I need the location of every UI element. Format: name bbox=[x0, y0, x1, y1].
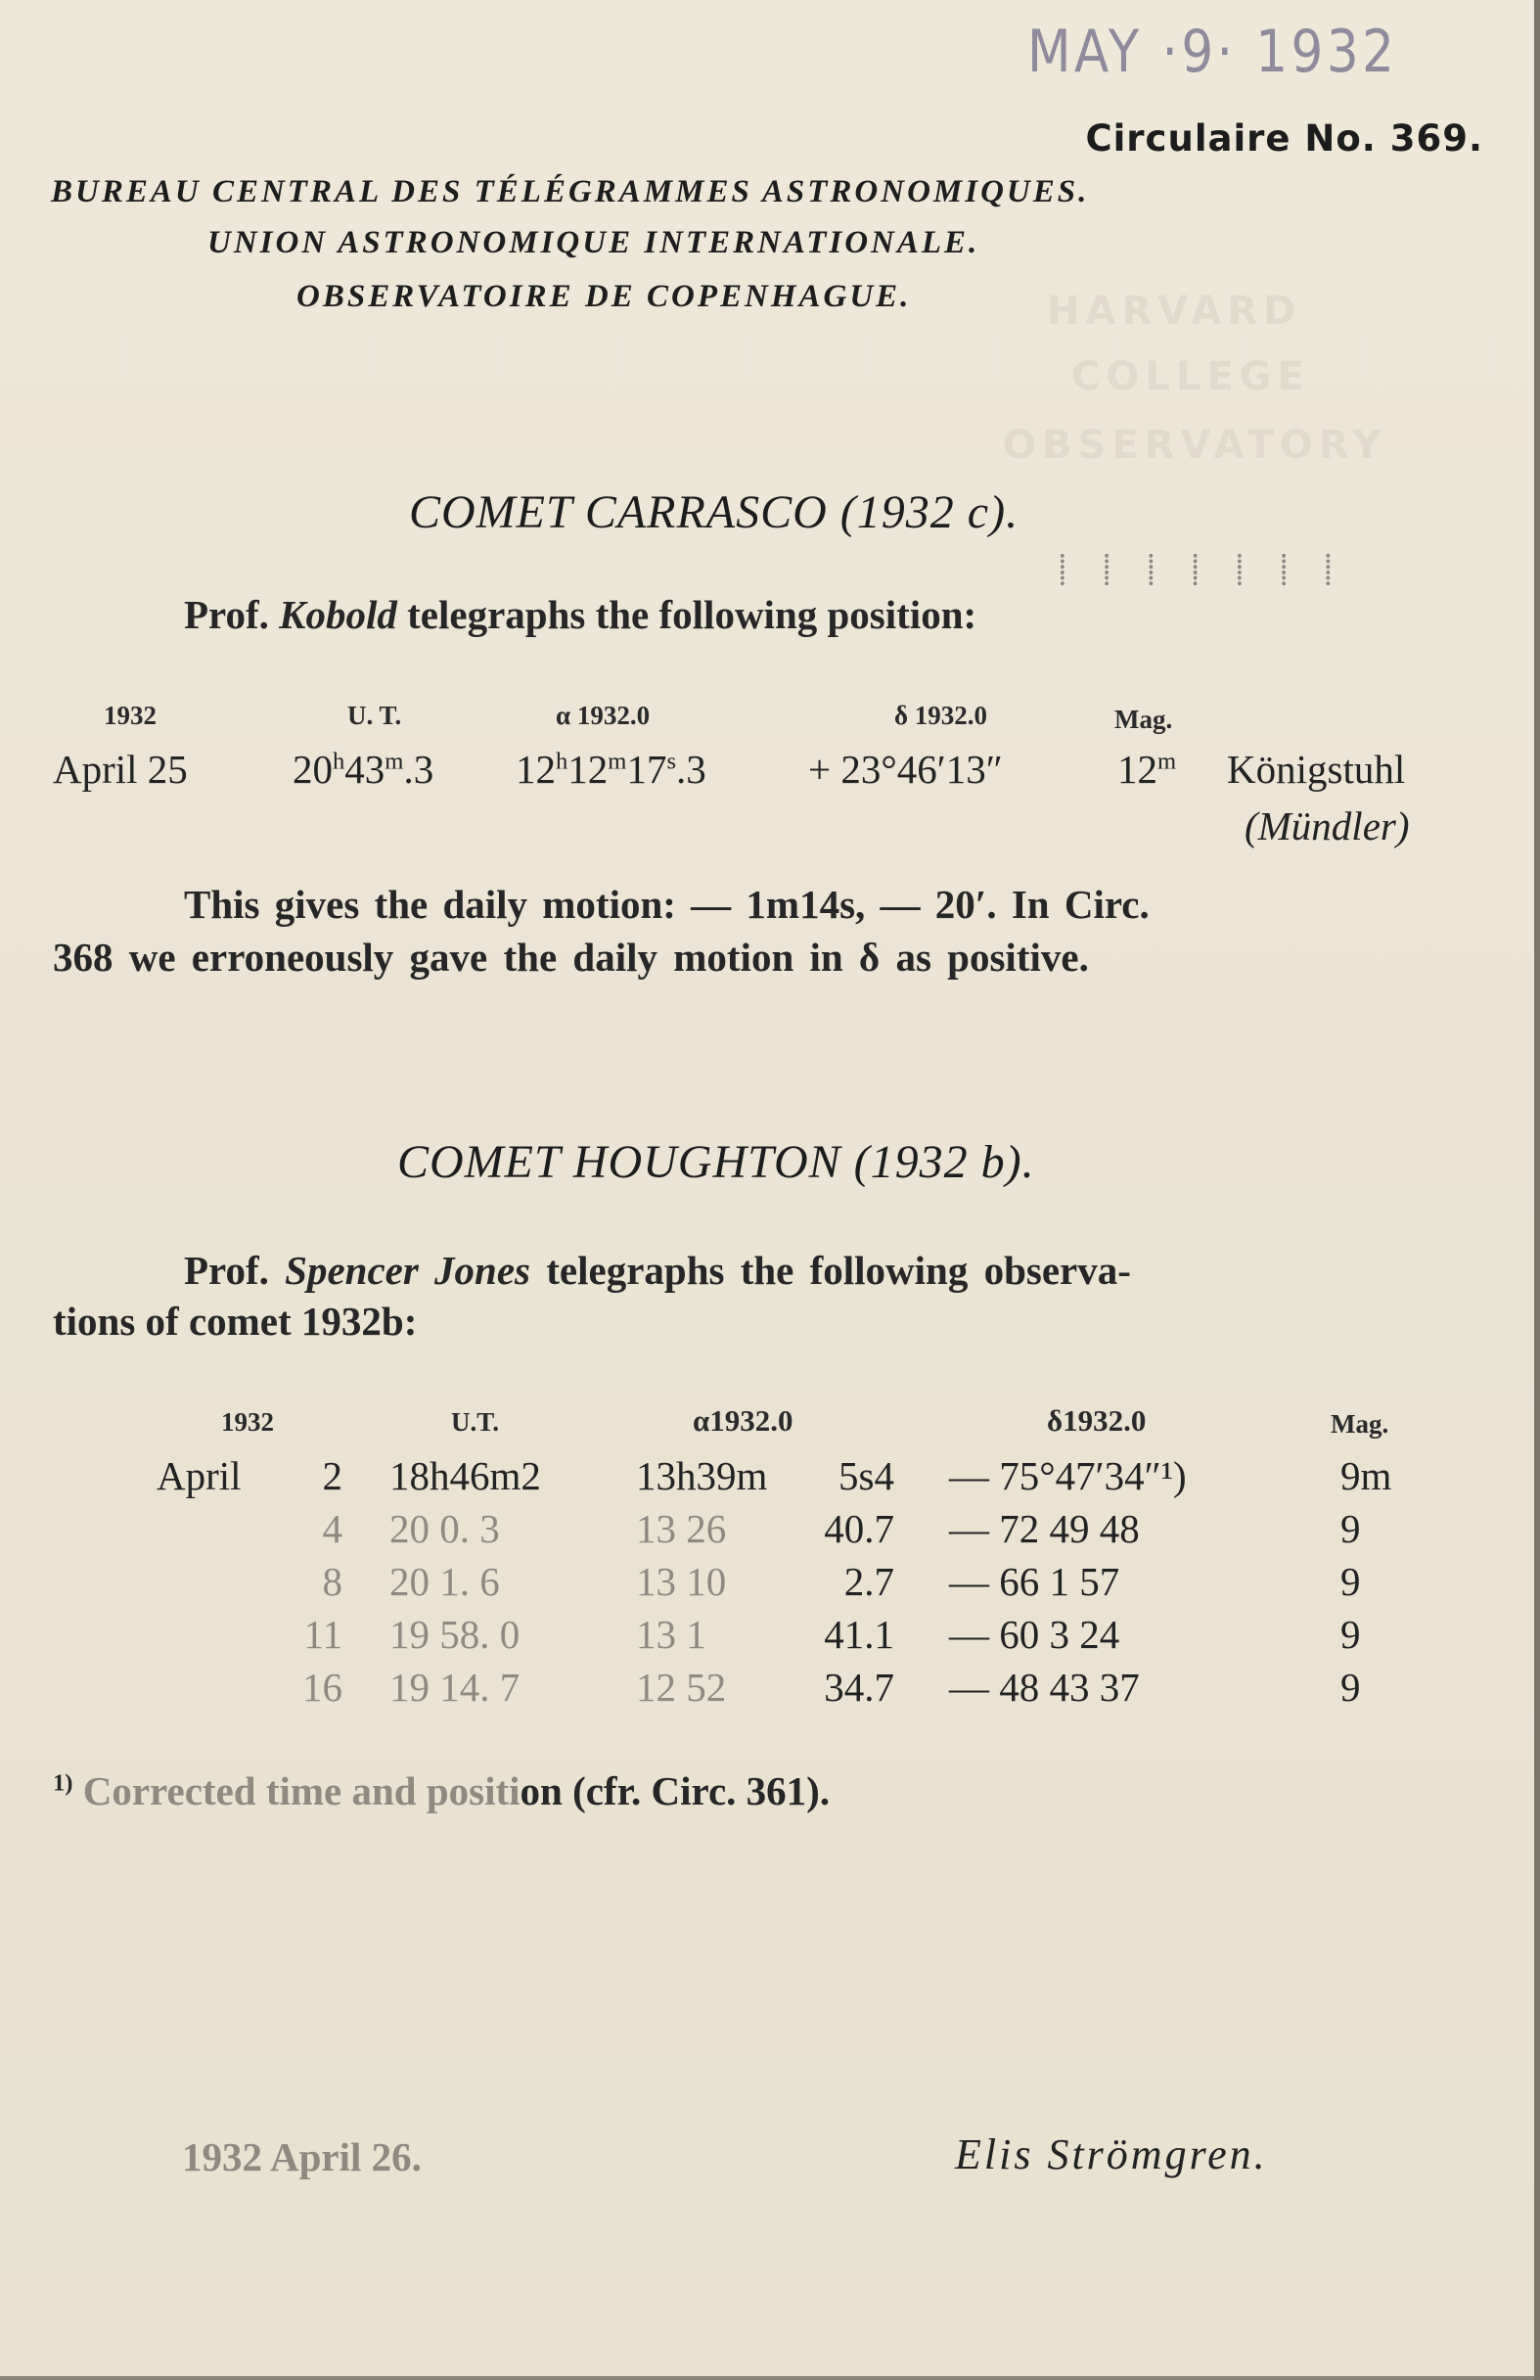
obs-row-day: 11 bbox=[303, 1612, 342, 1657]
obs-row-mag: 9m bbox=[1340, 1453, 1392, 1498]
obs-row-ut: 20 1. 6 bbox=[389, 1559, 500, 1604]
obs-row-mag: 9 bbox=[1340, 1559, 1361, 1604]
obs-row-dec: — 75°47′34″¹) bbox=[949, 1453, 1187, 1498]
obs-row-ra_s: 41.1 bbox=[824, 1612, 894, 1657]
col2-dec: δ1932.0 bbox=[1047, 1403, 1147, 1438]
obs-row-ra: 13 26 bbox=[636, 1506, 727, 1551]
footnote-mark: 1) bbox=[53, 1769, 73, 1797]
section1-para-line1: This gives the daily motion: — 1m14s, — 20′. In Circ. bbox=[184, 882, 1150, 927]
obs-row-ra_s: 5s4 bbox=[838, 1453, 894, 1498]
observer-name-2: Spencer Jones bbox=[285, 1248, 531, 1293]
obs-row-ut: 19 58. 0 bbox=[389, 1612, 521, 1657]
date-stamp: MAY ·9· 1932 bbox=[1027, 18, 1398, 86]
obs-row-ra: 12 52 bbox=[636, 1665, 727, 1710]
obs-row-ra: 13h39m bbox=[636, 1453, 768, 1498]
footnote-faded: Corrected time and positi bbox=[82, 1768, 521, 1813]
footnote bbox=[53, 1767, 830, 1814]
issue-date: 1932 April 26. bbox=[182, 2134, 422, 2179]
footnote-text: on (cfr. Circ. 361). bbox=[520, 1768, 831, 1813]
obs-row-day: 8 bbox=[322, 1559, 342, 1604]
obs-ut: 20$^h$43$^m$.3 bbox=[293, 747, 434, 792]
obs-row-month: April bbox=[157, 1453, 242, 1498]
obs-row-ut: 19 14. 7 bbox=[389, 1665, 521, 1710]
obs-ra: 12$^h$12$^m$17$^s$.3 bbox=[516, 747, 706, 792]
obs-observer: (Mündler) bbox=[1245, 803, 1410, 848]
section2-intro-line2: tions of comet 1932b: bbox=[53, 1299, 418, 1344]
obs-row-ra_s: 2.7 bbox=[843, 1559, 894, 1604]
obs-row-ra: 13 10 bbox=[636, 1559, 727, 1604]
obs-date: April 25 bbox=[53, 747, 188, 792]
obs-row-day: 4 bbox=[322, 1506, 342, 1551]
obs-mag: 12$^m$ bbox=[1117, 747, 1177, 792]
section2-title: COMET HOUGHTON (1932 b). bbox=[397, 1136, 1035, 1188]
perforation-marks: ⸽ ⸽ ⸽ ⸽ ⸽ ⸽ ⸽ bbox=[1059, 553, 1346, 587]
obs-station: Königstuhl bbox=[1227, 747, 1406, 792]
obs-row-ra: 13 1 bbox=[636, 1612, 706, 1657]
section1-para-line2: 368 we erroneously gave the daily motion in δ as positive. bbox=[53, 935, 1089, 980]
section2-intro: Prof. Spencer Jones telegraphs the following observa- bbox=[184, 1248, 1131, 1293]
obs-row-dec: — 60 3 24 bbox=[949, 1612, 1120, 1657]
obs-row-day: 2 bbox=[322, 1453, 342, 1498]
signature: Elis Strömgren. bbox=[955, 2130, 1268, 2178]
obs-row-dec: — 72 49 48 bbox=[949, 1506, 1140, 1551]
library-stamp-line3: OBSERVATORY bbox=[1003, 423, 1387, 468]
header-bureau: BUREAU CENTRAL DES TÉLÉGRAMMES ASTRONOMIQUES. bbox=[51, 174, 1090, 209]
obs-row-ra_s: 34.7 bbox=[824, 1665, 894, 1710]
obs-row-dec: — 66 1 57 bbox=[949, 1559, 1120, 1604]
col2-ra: α1932.0 bbox=[693, 1403, 793, 1438]
library-stamp-line2: COLLEGE bbox=[1071, 354, 1310, 399]
obs-row-ut: 20 0. 3 bbox=[389, 1506, 500, 1551]
library-stamp-line1: HARVARD bbox=[1047, 289, 1302, 334]
obs-row-day: 16 bbox=[302, 1665, 342, 1710]
col-year: 1932 bbox=[104, 701, 157, 730]
obs-row-ra_s: 40.7 bbox=[824, 1506, 894, 1551]
col-mag: Mag. bbox=[1114, 705, 1173, 734]
obs-row-ut: 18h46m2 bbox=[389, 1453, 541, 1498]
col-dec: δ 1932.0 bbox=[894, 701, 988, 730]
header-observatory: OBSERVATOIRE DE COPENHAGUE. bbox=[296, 279, 912, 314]
col-ra: α 1932.0 bbox=[556, 701, 651, 730]
col2-ut: U.T. bbox=[451, 1407, 500, 1437]
col2-mag: Mag. bbox=[1331, 1409, 1389, 1439]
obs-row-mag: 9 bbox=[1340, 1612, 1361, 1657]
obs-row-mag: 9 bbox=[1340, 1506, 1361, 1551]
obs-row-mag: 9 bbox=[1340, 1665, 1361, 1710]
col-ut: U. T. bbox=[347, 701, 402, 730]
observer-name: Kobold bbox=[279, 592, 397, 637]
section1-title: COMET CARRASCO (1932 c). bbox=[409, 486, 1019, 538]
header-union: UNION ASTRONOMIQUE INTERNATIONALE. bbox=[207, 225, 980, 260]
obs-dec: + 23°46′13″ bbox=[808, 747, 1003, 792]
col2-year: 1932 bbox=[221, 1407, 274, 1437]
circular-number: Circulaire No. 369. bbox=[1085, 117, 1483, 160]
section1-intro: Prof. Kobold telegraphs the following position: bbox=[184, 592, 977, 637]
obs-row-dec: — 48 43 37 bbox=[949, 1665, 1140, 1710]
